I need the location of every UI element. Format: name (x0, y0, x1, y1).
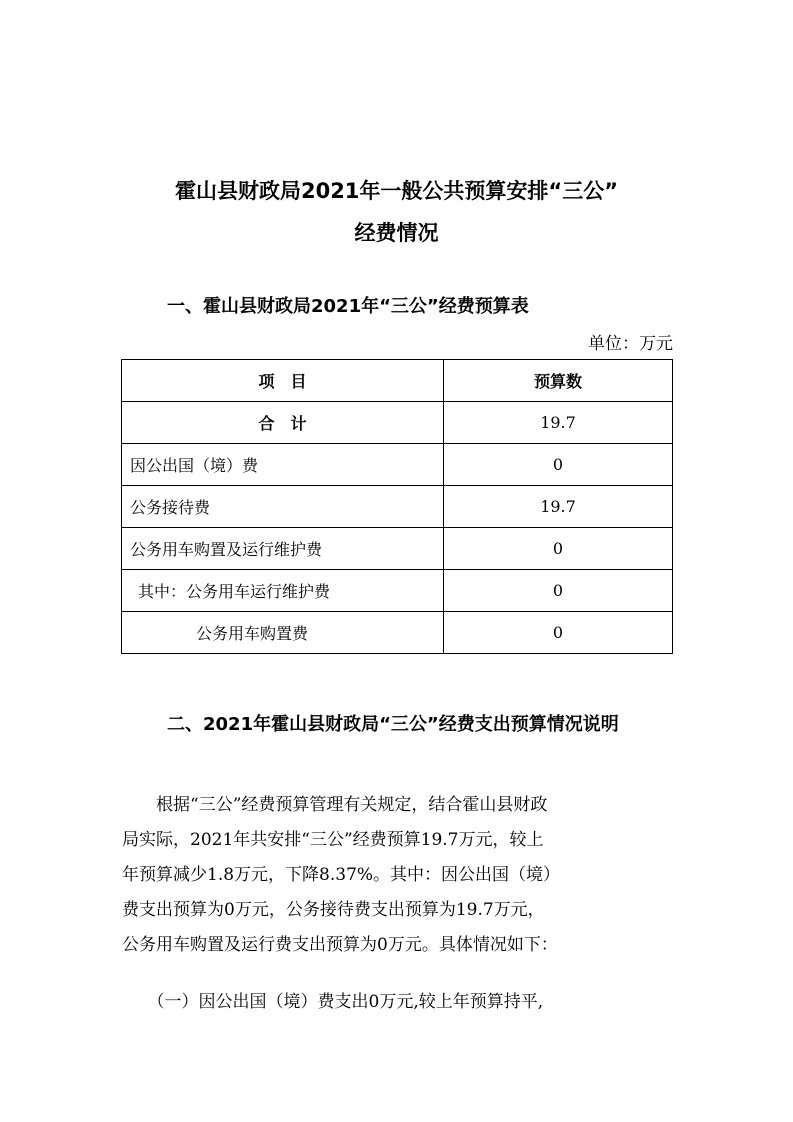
table-row (122, 612, 673, 654)
section-2-heading: 二、2021年霍山县财政局“三公”经费支出预算情况说明 (167, 714, 619, 735)
document-title-line-1: 霍山县财政局2021年一般公共预算安排“三公” (174, 179, 619, 203)
total-value: 19.7 (444, 402, 673, 444)
budget-table (121, 359, 673, 654)
column-header-item: 项 目 (122, 360, 444, 402)
table-header-row (122, 360, 673, 402)
row-value: 0 (444, 444, 673, 486)
row-value: 0 (444, 612, 673, 654)
row-label: 公务用车购置及运行维护费 (122, 528, 444, 570)
row-value: 0 (444, 528, 673, 570)
row-label: 公务接待费 (122, 486, 444, 528)
table-total-row (122, 402, 673, 444)
table-row (122, 528, 673, 570)
unit-label: 单位：万元 (588, 334, 673, 354)
column-header-budget: 预算数 (444, 360, 673, 402)
document-title-line-2: 经费情况 (354, 221, 439, 245)
row-value: 19.7 (444, 486, 673, 528)
row-value: 0 (444, 570, 673, 612)
row-label: 公务用车购置费 (122, 612, 444, 654)
row-label: 其中：公务用车运行维护费 (122, 570, 444, 612)
row-label: 因公出国（境）费 (122, 444, 444, 486)
paragraph-line: 年预算减少1.8万元，下降8.37%。其中：因公出国（境） (122, 865, 561, 885)
paragraph-line: 公务用车购置及运行费支出预算为0万元。具体情况如下： (122, 935, 558, 955)
total-label: 合 计 (122, 402, 444, 444)
paragraph-line: 局实际，2021年共安排“三公”经费预算19.7万元，较上 (122, 830, 544, 850)
table-row (122, 570, 673, 612)
table-row (122, 486, 673, 528)
subsection-1-paragraph: （一）因公出国（境）费支出0万元,较上年预算持平, (122, 992, 544, 1012)
table-row (122, 444, 673, 486)
paragraph-line: 根据“三公”经费预算管理有关规定，结合霍山县财政 (122, 795, 548, 815)
section-1-heading: 一、霍山县财政局2021年“三公”经费预算表 (167, 296, 529, 317)
paragraph-line: 费支出预算为0万元，公务接待费支出预算为19.7万元， (122, 900, 545, 920)
section-2-paragraph (122, 788, 674, 963)
